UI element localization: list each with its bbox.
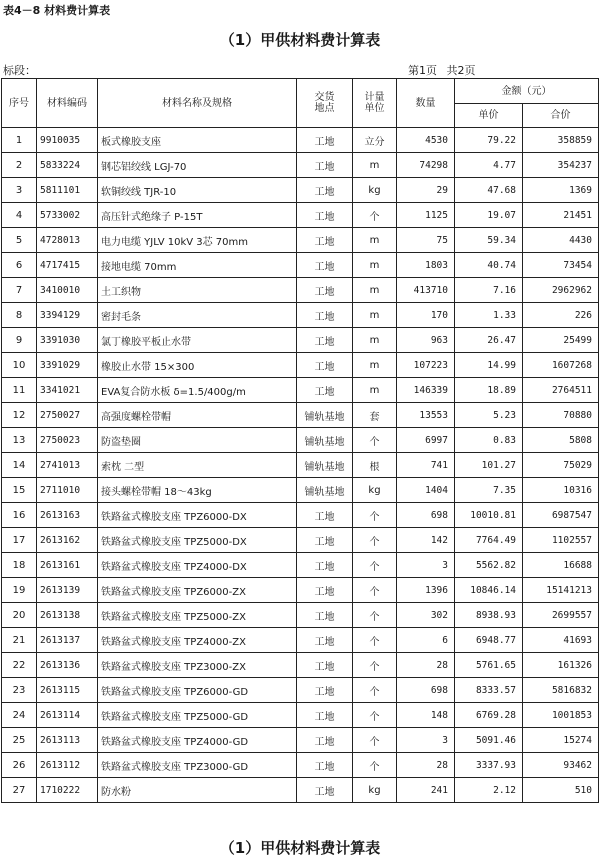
row-total: 93462 — [523, 753, 599, 778]
row-name: 板式橡胶支座 — [98, 128, 297, 153]
row-code: 2750027 — [37, 403, 98, 428]
row-seq: 9 — [2, 328, 37, 353]
row-qty: 74298 — [397, 153, 455, 178]
row-price: 47.68 — [455, 178, 523, 203]
row-delivery: 铺轨基地 — [297, 403, 353, 428]
row-code: 4717415 — [37, 253, 98, 278]
table-row — [2, 628, 599, 653]
table-row — [2, 203, 599, 228]
row-delivery: 工地 — [297, 153, 353, 178]
row-unit: 个 — [353, 603, 397, 628]
row-name: 接头螺栓带帽 18～43kg — [98, 478, 297, 503]
row-total: 16688 — [523, 553, 599, 578]
row-code: 2613113 — [37, 728, 98, 753]
row-qty: 107223 — [397, 353, 455, 378]
row-delivery: 工地 — [297, 228, 353, 253]
row-seq: 14 — [2, 453, 37, 478]
row-unit: kg — [353, 178, 397, 203]
row-unit: 个 — [353, 628, 397, 653]
header-name: 材料名称及规格 — [98, 79, 297, 128]
row-total: 1001853 — [523, 703, 599, 728]
page-info: 第1页 共2页 — [408, 64, 476, 77]
row-name: 铁路盆式橡胶支座 TPZ5000-ZX — [98, 603, 297, 628]
row-total: 2764511 — [523, 378, 599, 403]
row-delivery: 工地 — [297, 753, 353, 778]
row-total: 73454 — [523, 253, 599, 278]
row-code: 5833224 — [37, 153, 98, 178]
row-code: 2613139 — [37, 578, 98, 603]
row-code: 3410010 — [37, 278, 98, 303]
row-qty: 6997 — [397, 428, 455, 453]
row-name: 氯丁橡胶平板止水带 — [98, 328, 297, 353]
row-qty: 148 — [397, 703, 455, 728]
row-delivery: 工地 — [297, 628, 353, 653]
row-delivery: 工地 — [297, 203, 353, 228]
row-seq: 27 — [2, 778, 37, 803]
table-row — [2, 353, 599, 378]
row-price: 5.23 — [455, 403, 523, 428]
row-price: 1.33 — [455, 303, 523, 328]
row-name: 铁路盆式橡胶支座 TPZ4000-DX — [98, 553, 297, 578]
row-delivery: 工地 — [297, 528, 353, 553]
row-delivery: 工地 — [297, 178, 353, 203]
row-unit: 个 — [353, 578, 397, 603]
row-delivery: 工地 — [297, 378, 353, 403]
row-qty: 963 — [397, 328, 455, 353]
row-unit: m — [353, 228, 397, 253]
row-delivery: 工地 — [297, 653, 353, 678]
row-delivery: 工地 — [297, 503, 353, 528]
row-seq: 25 — [2, 728, 37, 753]
row-price: 6948.77 — [455, 628, 523, 653]
row-qty: 698 — [397, 503, 455, 528]
row-price: 101.27 — [455, 453, 523, 478]
row-total: 2962962 — [523, 278, 599, 303]
row-delivery: 工地 — [297, 778, 353, 803]
row-qty: 146339 — [397, 378, 455, 403]
row-price: 8333.57 — [455, 678, 523, 703]
row-seq: 4 — [2, 203, 37, 228]
row-unit: m — [353, 328, 397, 353]
row-seq: 21 — [2, 628, 37, 653]
row-unit: 个 — [353, 653, 397, 678]
row-seq: 18 — [2, 553, 37, 578]
row-code: 2741013 — [37, 453, 98, 478]
row-code: 2613115 — [37, 678, 98, 703]
row-unit: 个 — [353, 428, 397, 453]
table-row — [2, 528, 599, 553]
row-code: 2613162 — [37, 528, 98, 553]
row-total: 1102557 — [523, 528, 599, 553]
row-total: 358859 — [523, 128, 599, 153]
row-seq: 16 — [2, 503, 37, 528]
row-name: 接地电缆 70mm — [98, 253, 297, 278]
header-qty: 数量 — [397, 79, 455, 128]
table-row — [2, 703, 599, 728]
table-row — [2, 478, 599, 503]
row-qty: 28 — [397, 753, 455, 778]
table-row — [2, 678, 599, 703]
row-price: 10846.14 — [455, 578, 523, 603]
row-delivery: 工地 — [297, 578, 353, 603]
row-unit: m — [353, 253, 397, 278]
row-seq: 23 — [2, 678, 37, 703]
row-name: 土工织物 — [98, 278, 297, 303]
row-seq: 3 — [2, 178, 37, 203]
row-code: 2750023 — [37, 428, 98, 453]
row-qty: 698 — [397, 678, 455, 703]
row-unit: m — [353, 278, 397, 303]
header-delivery — [297, 79, 353, 128]
row-unit: 个 — [353, 728, 397, 753]
row-name: 铁路盆式橡胶支座 TPZ6000-GD — [98, 678, 297, 703]
row-qty: 1803 — [397, 253, 455, 278]
table-row — [2, 328, 599, 353]
row-seq: 22 — [2, 653, 37, 678]
row-delivery: 铺轨基地 — [297, 428, 353, 453]
row-price: 79.22 — [455, 128, 523, 153]
row-price: 14.99 — [455, 353, 523, 378]
table-row — [2, 653, 599, 678]
row-code: 3391030 — [37, 328, 98, 353]
row-seq: 15 — [2, 478, 37, 503]
row-code: 2613114 — [37, 703, 98, 728]
row-code: 5733002 — [37, 203, 98, 228]
row-seq: 13 — [2, 428, 37, 453]
row-unit: 个 — [353, 678, 397, 703]
row-name: 铁路盆式橡胶支座 TPZ6000-DX — [98, 503, 297, 528]
row-total: 2699557 — [523, 603, 599, 628]
row-name: 铁路盆式橡胶支座 TPZ4000-ZX — [98, 628, 297, 653]
row-total: 354237 — [523, 153, 599, 178]
row-unit: 套 — [353, 403, 397, 428]
row-unit: m — [353, 353, 397, 378]
table-row — [2, 378, 599, 403]
row-total: 1369 — [523, 178, 599, 203]
row-qty: 1396 — [397, 578, 455, 603]
row-delivery: 工地 — [297, 603, 353, 628]
row-qty: 241 — [397, 778, 455, 803]
table-row — [2, 428, 599, 453]
row-qty: 3 — [397, 728, 455, 753]
row-unit: m — [353, 378, 397, 403]
row-name: 防盗垫圈 — [98, 428, 297, 453]
row-price: 26.47 — [455, 328, 523, 353]
row-name: 铁路盆式橡胶支座 TPZ5000-DX — [98, 528, 297, 553]
row-price: 0.83 — [455, 428, 523, 453]
table-row — [2, 278, 599, 303]
row-name: 铁路盆式橡胶支座 TPZ3000-GD — [98, 753, 297, 778]
table-row — [2, 553, 599, 578]
header-code: 材料编码 — [37, 79, 98, 128]
row-name: 橡胶止水带 15×300 — [98, 353, 297, 378]
row-unit: 立分 — [353, 128, 397, 153]
row-seq: 19 — [2, 578, 37, 603]
row-delivery: 铺轨基地 — [297, 478, 353, 503]
row-total: 4430 — [523, 228, 599, 253]
row-seq: 1 — [2, 128, 37, 153]
row-qty: 28 — [397, 653, 455, 678]
row-seq: 2 — [2, 153, 37, 178]
row-qty: 302 — [397, 603, 455, 628]
row-unit: 个 — [353, 203, 397, 228]
row-seq: 7 — [2, 278, 37, 303]
table-row — [2, 753, 599, 778]
row-delivery: 工地 — [297, 253, 353, 278]
row-price: 59.34 — [455, 228, 523, 253]
row-total: 226 — [523, 303, 599, 328]
table-row — [2, 228, 599, 253]
table-row — [2, 728, 599, 753]
row-code: 5811101 — [37, 178, 98, 203]
row-unit: 根 — [353, 453, 397, 478]
row-seq: 11 — [2, 378, 37, 403]
row-qty: 170 — [397, 303, 455, 328]
row-total: 25499 — [523, 328, 599, 353]
table-body — [2, 128, 599, 803]
table-row — [2, 453, 599, 478]
row-price: 10010.81 — [455, 503, 523, 528]
row-delivery: 工地 — [297, 353, 353, 378]
row-total: 75029 — [523, 453, 599, 478]
row-seq: 6 — [2, 253, 37, 278]
row-price: 5562.82 — [455, 553, 523, 578]
row-total: 1607268 — [523, 353, 599, 378]
row-code: 1710222 — [37, 778, 98, 803]
row-unit: kg — [353, 778, 397, 803]
header-delivery-line1: 交货 — [314, 92, 335, 103]
row-unit: 个 — [353, 553, 397, 578]
row-delivery: 工地 — [297, 303, 353, 328]
table-row — [2, 128, 599, 153]
row-name: 高强度螺栓带帽 — [98, 403, 297, 428]
row-total: 41693 — [523, 628, 599, 653]
row-price: 8938.93 — [455, 603, 523, 628]
header-unit-line1: 计量 — [364, 92, 385, 103]
row-price: 7764.49 — [455, 528, 523, 553]
row-name: 电力电缆 YJLV 10kV 3芯 70mm — [98, 228, 297, 253]
row-total: 15274 — [523, 728, 599, 753]
row-qty: 13553 — [397, 403, 455, 428]
table-row — [2, 178, 599, 203]
row-name: 铁路盆式橡胶支座 TPZ5000-GD — [98, 703, 297, 728]
section-label: 标段： — [3, 64, 36, 77]
header-seq: 序号 — [2, 79, 37, 128]
row-name: 高压针式绝缘子 P-15T — [98, 203, 297, 228]
row-code: 4728013 — [37, 228, 98, 253]
row-seq: 5 — [2, 228, 37, 253]
row-qty: 413710 — [397, 278, 455, 303]
row-unit: m — [353, 303, 397, 328]
row-qty: 741 — [397, 453, 455, 478]
row-price: 4.77 — [455, 153, 523, 178]
header-unit-line2: 单位 — [364, 103, 385, 114]
header-unit-price: 单价 — [455, 104, 523, 128]
materials-cost-table — [1, 78, 599, 803]
row-unit: m — [353, 153, 397, 178]
row-price: 7.16 — [455, 278, 523, 303]
row-price: 5761.65 — [455, 653, 523, 678]
row-delivery: 工地 — [297, 703, 353, 728]
row-code: 2711010 — [37, 478, 98, 503]
row-code: 3394129 — [37, 303, 98, 328]
row-seq: 8 — [2, 303, 37, 328]
row-price: 5091.46 — [455, 728, 523, 753]
row-seq: 12 — [2, 403, 37, 428]
row-name: 密封毛条 — [98, 303, 297, 328]
row-seq: 26 — [2, 753, 37, 778]
row-code: 2613136 — [37, 653, 98, 678]
row-delivery: 工地 — [297, 553, 353, 578]
row-name: 铁路盆式橡胶支座 TPZ6000-ZX — [98, 578, 297, 603]
row-name: 防水粉 — [98, 778, 297, 803]
row-qty: 3 — [397, 553, 455, 578]
row-qty: 1404 — [397, 478, 455, 503]
row-total: 10316 — [523, 478, 599, 503]
header-delivery-line2: 地点 — [314, 103, 335, 114]
row-unit: kg — [353, 478, 397, 503]
table-title: （1）甲供材料费计算表 — [219, 31, 381, 49]
row-seq: 10 — [2, 353, 37, 378]
table-row — [2, 503, 599, 528]
row-delivery: 工地 — [297, 728, 353, 753]
row-qty: 1125 — [397, 203, 455, 228]
row-price: 7.35 — [455, 478, 523, 503]
row-code: 2613161 — [37, 553, 98, 578]
footer-title: （1）甲供材料费计算表 — [219, 839, 381, 857]
row-seq: 20 — [2, 603, 37, 628]
row-code: 2613137 — [37, 628, 98, 653]
row-code: 2613112 — [37, 753, 98, 778]
row-total: 6987547 — [523, 503, 599, 528]
table-row — [2, 303, 599, 328]
row-name: EVA复合防水板 δ=1.5/400g/m — [98, 378, 297, 403]
header-total: 合价 — [523, 104, 599, 128]
row-total: 21451 — [523, 203, 599, 228]
table-row — [2, 578, 599, 603]
row-code: 3341021 — [37, 378, 98, 403]
row-qty: 6 — [397, 628, 455, 653]
row-total: 161326 — [523, 653, 599, 678]
row-code: 9910035 — [37, 128, 98, 153]
table-row — [2, 403, 599, 428]
row-qty: 75 — [397, 228, 455, 253]
row-total: 15141213 — [523, 578, 599, 603]
row-total: 510 — [523, 778, 599, 803]
row-delivery: 工地 — [297, 278, 353, 303]
row-qty: 29 — [397, 178, 455, 203]
row-code: 2613138 — [37, 603, 98, 628]
row-delivery: 铺轨基地 — [297, 453, 353, 478]
row-code: 3391029 — [37, 353, 98, 378]
row-total: 5816832 — [523, 678, 599, 703]
table-row — [2, 778, 599, 803]
row-price: 2.12 — [455, 778, 523, 803]
row-price: 3337.93 — [455, 753, 523, 778]
row-name: 钢芯铝绞线 LGJ-70 — [98, 153, 297, 178]
row-code: 2613163 — [37, 503, 98, 528]
table-row — [2, 153, 599, 178]
row-seq: 24 — [2, 703, 37, 728]
row-delivery: 工地 — [297, 328, 353, 353]
row-unit: 个 — [353, 503, 397, 528]
row-price: 40.74 — [455, 253, 523, 278]
row-unit: 个 — [353, 528, 397, 553]
row-name: 索枕 二型 — [98, 453, 297, 478]
header-unit — [353, 79, 397, 128]
row-name: 铁路盆式橡胶支座 TPZ4000-GD — [98, 728, 297, 753]
row-seq: 17 — [2, 528, 37, 553]
table-row — [2, 603, 599, 628]
row-qty: 142 — [397, 528, 455, 553]
row-name: 铁路盆式橡胶支座 TPZ3000-ZX — [98, 653, 297, 678]
row-total: 5808 — [523, 428, 599, 453]
row-name: 软铜绞线 TJR-10 — [98, 178, 297, 203]
table-row — [2, 253, 599, 278]
row-unit: 个 — [353, 703, 397, 728]
row-qty: 4530 — [397, 128, 455, 153]
document-label: 表4－8 材料费计算表 — [3, 4, 111, 17]
row-price: 6769.28 — [455, 703, 523, 728]
row-total: 70880 — [523, 403, 599, 428]
row-delivery: 工地 — [297, 678, 353, 703]
header-amount: 金额（元） — [455, 79, 599, 104]
row-unit: 个 — [353, 753, 397, 778]
row-delivery: 工地 — [297, 128, 353, 153]
row-price: 18.89 — [455, 378, 523, 403]
row-price: 19.07 — [455, 203, 523, 228]
